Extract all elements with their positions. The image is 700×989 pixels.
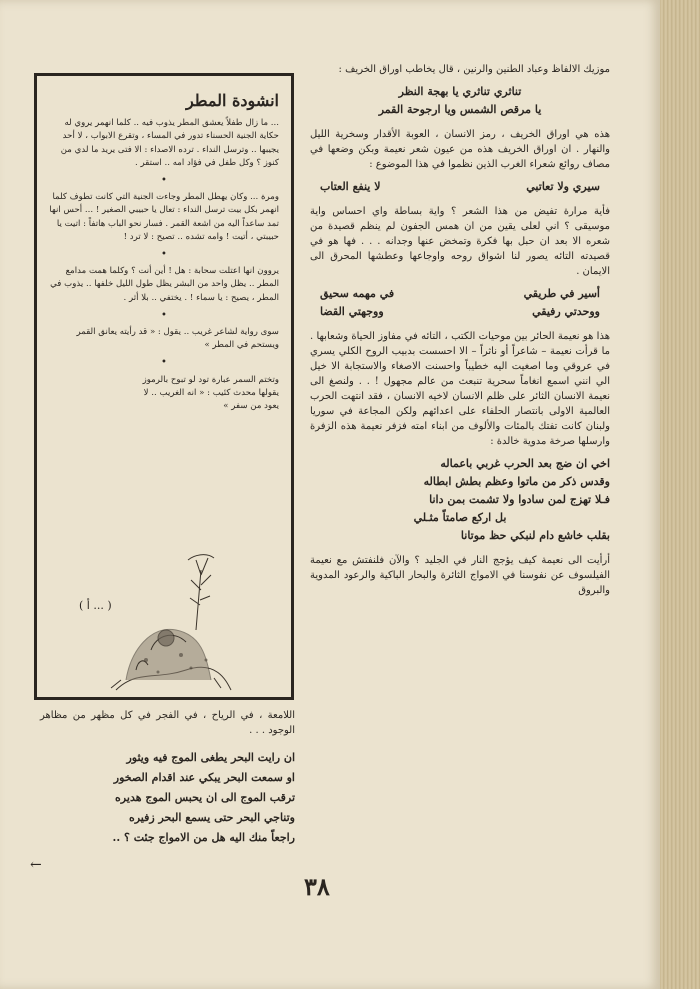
bullet: • [161,175,167,187]
bullet: • [161,357,167,369]
box-paragraph: سوى رواية لشاعر غريب .. يقول : « قد رأيته يعانق القمر ويستحم في المطر » [76,327,279,351]
verse-hemistich: لا ينفع العتاب [320,180,381,193]
author-signature: ( أ ... ) [79,599,112,612]
verse-wanderer-1 [320,285,600,303]
child-rain-illustration [96,530,236,695]
poem-line: اخي ان ضج بعد الحرب غربي باعماله [440,457,610,470]
poem-line: راجعاً منك اليه هل من الامواج جئت ؟ .. [112,831,295,844]
paragraph: موزيك الالفاظ وعباد الطنين والرنين ، قال يخاطب اوراق الخريف : [338,64,610,75]
verse-hemistich: أسير في طريقي [523,287,600,300]
left-column-continuation [40,708,295,848]
paragraph: هذا هو نعيمة الحائر بين موحيات الكتب ، التائه في مفاوز الحياة وشعابها . ما قرأت نعيمة – شاعراً أو ناثراً – الا احسست بدبيب الروح الكلي يسري في عروقي وما اصغيت اليه خطيباً واحسنت الاصغاء والاستجابة الا خيل الي انني اسمع انغاماً سحرية تنبعث من عالم مجهول ! . . ولنصغ الى نعيمة الانسان الثائر على ظلم الانسان لاخيه الانسان ، فقد انتهت الحرب العالمية الاولى بانتصار الحلفاء على اعدائهم ولكن المجاعة في سوريا ولبنان كانت تفتك بالمئات والألوف من ابناء امته فزفر نعيمة هذه الزفرة وارسلها صرخة مدوية خالدة : [310,331,610,447]
right-column-article [310,62,610,604]
poem-sea [40,748,295,848]
page-stack-edge [660,0,700,989]
box-paragraph: ... ما زال طفلاً يعشق المطر يذوب فيه .. كلما انهمر يروي له حكاية الجنية الحسناء تدور في المساء ، وتقرع الابواب ، لا أحد يجيبها .. وترسل النداء . ترده الاصداء : الا فتى يريد ما لدي من كنوز ؟ وكل طفل في فؤاد امه .. استقر . [60,118,279,168]
verse-wanderer-2 [320,303,600,321]
paragraph: هذه هي اوراق الخريف ، رمز الانسان ، العوبة الأقدار وسخرية الليل والنهار . ان اوراق الخريف هذه من عيون شعر نعيمة وبكن وضعها في مصاف روائع شعراء الغرب الذين نظموا في هذا الموضوع : [310,129,610,170]
box-paragraph: يروون انها اعتلت سحابة : هل ! أين أنت ؟ وكلما همت مدامع المطر .. يظل واحد من البشر يظل طول الليل خلفها .. يذوب في المطر ، يصيح : يا سماء ! . يختفي .. بلا أثر . [50,266,279,303]
poem-line: او سمعت البحر يبكي عند اقدام الصخور [113,771,295,784]
page-number: ٣٨ [304,872,330,901]
bullet: • [161,309,167,321]
verse-line: تناثري تناثري يا بهجة النظر [398,85,522,98]
verse-autumn-leaves [310,83,610,119]
paragraph: اللامعة ، في الرياح ، في الفجر في كل مظهر من مظاهر الوجود . . . [40,710,295,736]
poem-my-brother [310,455,610,545]
verse-hemistich: سيري ولا تعاتبي [526,180,600,193]
verse-line: يا مرقص الشمس ويا ارجوحة القمر [378,103,542,116]
poem-line: فـلا تهزج لمن سادوا ولا تشمت بمن دانا [429,493,610,506]
poem-line: ترقب الموج الى ان يحبس الموج هديره [115,791,295,804]
poem-line: بل اركع صامتاً مثـلي [413,511,507,524]
paragraph: أرأيت الى نعيمة كيف يؤجج النار في الجليد ؟ والآن فلنفتش مع نعيمة الفيلسوف عن نفوسنا في الامواج الثائرة والبحار الباكية والرعود المدوية والبروق [310,555,610,596]
verse-hemistich: ووجهتي القضا [320,305,384,318]
verse-hemistich: ووحدتي رفيقي [532,305,600,318]
box-paragraph: وتختم السمر عبارة تود لو تبوح بالرموز يقولها محدث كئيب : « انه الغريب .. لا يعود من سفر » [142,374,279,412]
verse-reproach [320,178,600,196]
poem-line: بقلب خاشع دام لنبكي حظ موتانا [460,529,610,542]
poem-line: وتناجي البحر حتى يسمع البحر زفيره [128,811,295,824]
paragraph: فأية مرارة تفيض من هذا الشعر ؟ واية بساطة واي احساس واية موسيقى ؟ اني لعلى يقين من ان همس الجفون لم ينظم قصيدة من شعره الا بعد ان حبل بها فكرة وتمخض عنها وجدانه . . . فها هو في قصيدته التائه يصور لنا اشواق روحه واوجاعها وعطشها المحرق الى الايمان . [310,206,610,277]
box-title: انشودة المطر [185,91,279,110]
continue-arrow-icon: ← [30,857,42,873]
box-paragraph: ومرة ... وكان يهطل المطر وجاءت الجنية التي كانت تطوف كلما انهمر بكل بيت ترسل النداء : تعال يا حبيبي الصغير ! ... أحس انها تمد ساعداً اليه من اشعة القمر . فسار نحو الباب هاتفاً : اتيت يا حبيبتي ، أتيت ! وامه تشده .. تصيح : لا ترد ! [49,192,279,242]
verse-hemistich: في مهمه سحيق [320,287,395,300]
poem-line: وقدس ذكر من ماتوا وعظم بطش ابطاله [423,475,610,488]
poem-line: ان رايت البحر يطغى الموج فيه ويثور [126,751,295,764]
bullet: • [161,249,167,261]
